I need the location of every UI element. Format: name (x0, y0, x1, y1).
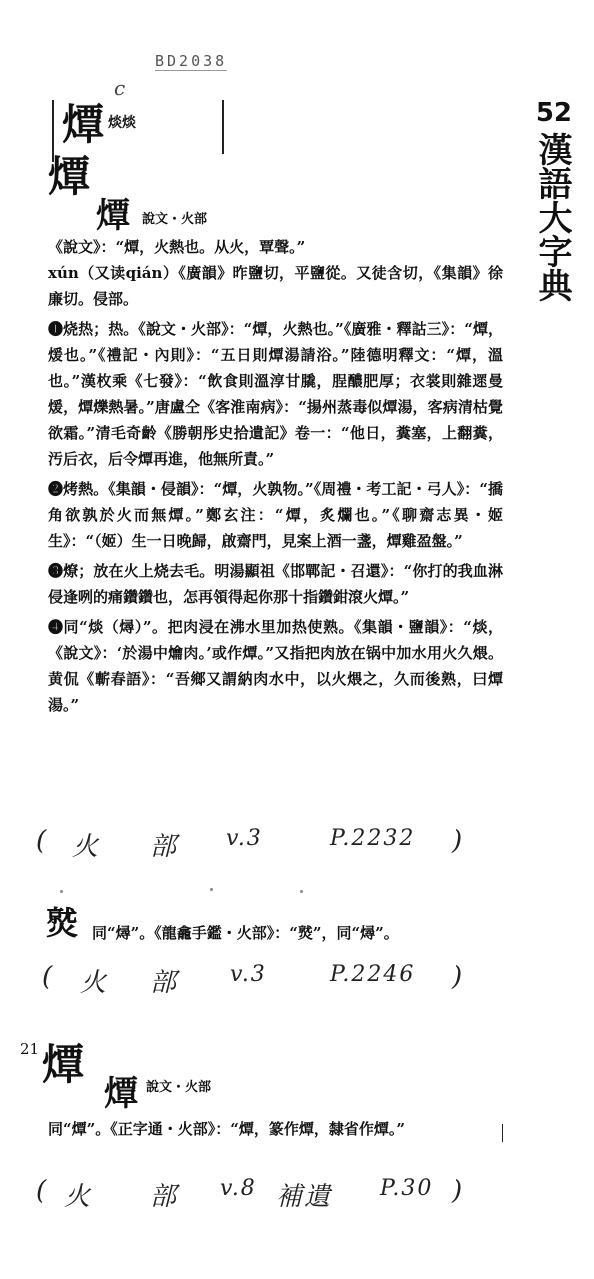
divider-line (222, 100, 224, 154)
variant-forms: 㷋㷋 (108, 115, 136, 131)
ref-bu: 部 (150, 832, 179, 862)
pen-mark: c (114, 76, 126, 100)
headword-main: 燂 (62, 100, 105, 149)
ref-note: 補遺 (276, 1182, 333, 1212)
margin-mark (502, 1124, 503, 1142)
scan-speck (300, 890, 303, 893)
ref-close-paren: ) (452, 1176, 465, 1206)
entry-2-text: 同“燖”。《龍龕手鑑・火部》：“𤎼”，同“燖”。 (92, 924, 399, 942)
sense-4: ❹同“㷋（燖）”。把肉浸在沸水里加热使熟。《集韻・鹽韻》：“㷋，《說文》：‘於湯中爚肉。’或作燂。”又指把肉放在锅中加水用火久煨。黄侃《蘄春語》：“吾鄉又謂納肉水中，以火煨之，久而後熟，曰燂湯。” (48, 618, 503, 714)
archive-stamp: BD2038 (155, 52, 228, 70)
headword-secondary: 燂 (48, 152, 91, 201)
ref-open-paren: ( (36, 826, 49, 856)
book-volume-number: 52 (535, 98, 572, 128)
entry-body (48, 234, 503, 718)
ref-bu: 部 (150, 968, 179, 998)
entry-intro: 《說文》：“燂，火熱也。从火，覃聲。” (48, 238, 306, 256)
handwritten-reference-1 (0, 826, 594, 866)
scan-speck (60, 890, 63, 893)
pronunciation: xún（又读qián）《廣韻》昨鹽切，平鹽從。又徒含切，《集韻》徐廉切。侵部。 (48, 264, 503, 308)
entry-3-text: 同“燂”。《正字通・火部》：“燂，篆作燂，隸省作燂。” (48, 1120, 406, 1138)
sense-3: ❸燎；放在火上烧去毛。明湯顯祖《邯鄲記・召還》：“你打的我血淋侵逢咧的痛鑽鑽也，怎再領得起你那十指鑽鉗滾火燂。” (48, 562, 503, 606)
ref-volume: v.3 (226, 826, 263, 851)
ref-page: P.30 (380, 1176, 434, 1201)
ref-radical: 火 (72, 832, 101, 862)
handwritten-reference-2 (0, 962, 594, 1002)
seal-script-char: 燂 (96, 196, 130, 236)
ref-volume: v.3 (230, 962, 267, 987)
ref-open-paren: ( (42, 962, 55, 992)
headword-entry-3: 燂 (42, 1040, 85, 1089)
ref-bu: 部 (150, 1182, 179, 1212)
ref-page: P.2232 (330, 826, 416, 851)
seal-source: 說文・火部 (142, 212, 208, 227)
sense-1: ❶烧热；热。《說文・火部》：“燂，火熱也。”《廣雅・釋詁三》：“燂，煖也。”《禮記・內則》：“五日則燂湯請浴。”陸德明釋文：“燂，溫也。”漢枚乘《七發》：“飲食則溫淳甘膬，脭醲肥厚；衣裳則雜遝曼煖，燂爍熱暑。”唐盧仝《客淮南病》：“揚州蒸毒似燂湯，客病清枯覺欲霜。”清毛奇齡《勝朝彤史拾遺記》卷一：“他日，糞塞，上翻糞，汚后衣，后令燂再進，他無所責。” (48, 320, 503, 468)
headword-entry-2: 𤎼 (46, 904, 79, 942)
ref-radical: 火 (80, 968, 109, 998)
seal-source-entry-3: 說文・火部 (146, 1080, 212, 1095)
ref-radical: 火 (64, 1182, 93, 1212)
ref-volume: v.8 (220, 1176, 257, 1201)
entry-3-number: 21 (20, 1040, 40, 1058)
ref-open-paren: ( (36, 1176, 49, 1206)
sense-2: ❷烤熱。《集韻・侵韻》：“燂，火孰物。”《周禮・考工記・弓人》：“撟角欲孰於火而無燂。”鄭玄注：“燂，炙爛也。”《聊齋志異・姬生》：“（姬）生一日晚歸，啟齋門，見案上酒一盞，燂雞盈盤。” (48, 480, 503, 550)
scan-speck (210, 888, 213, 891)
seal-script-char-entry-3: 燂 (104, 1074, 138, 1114)
handwritten-reference-3 (0, 1176, 594, 1216)
ref-close-paren: ) (452, 826, 465, 856)
ref-page: P.2246 (330, 962, 416, 987)
book-title: 漢語大字典 (532, 132, 572, 302)
ref-close-paren: ) (452, 962, 465, 992)
